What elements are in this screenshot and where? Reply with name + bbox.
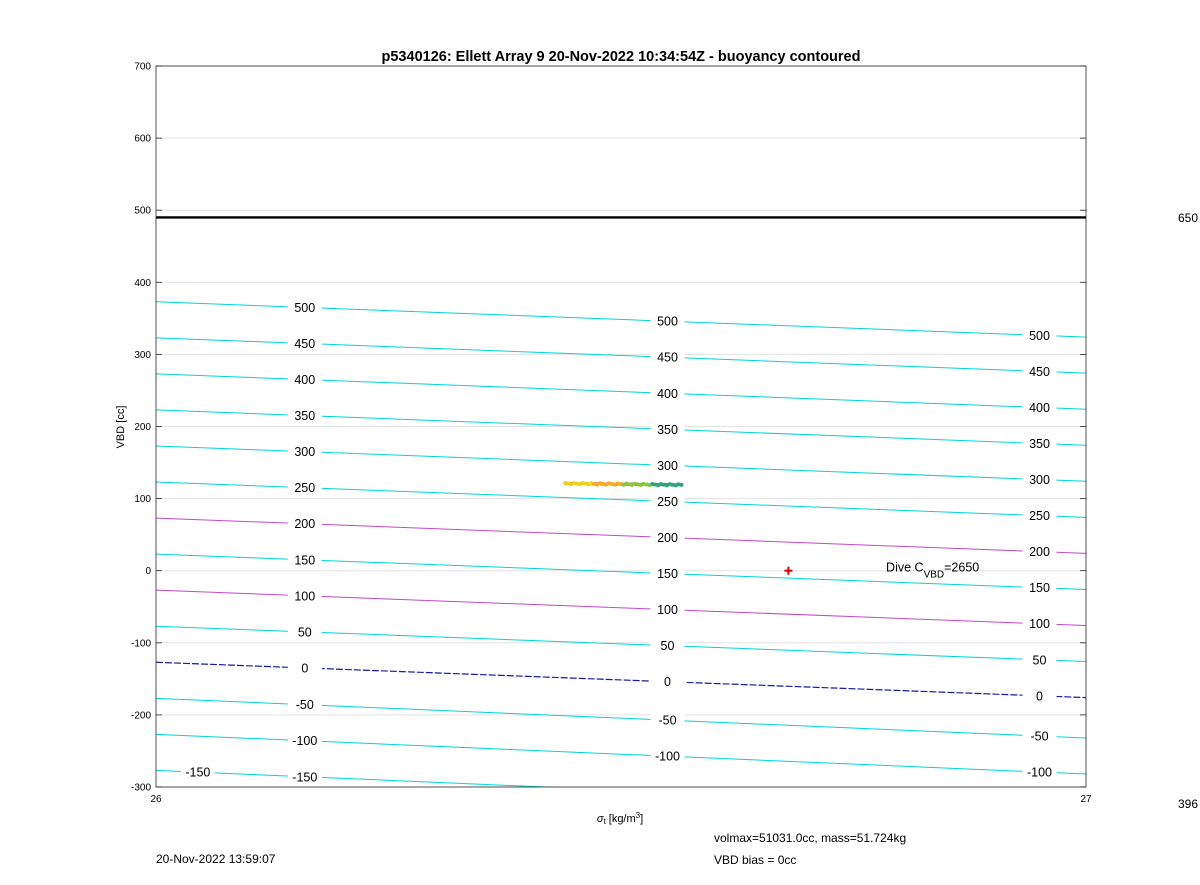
contour-label-400-2: 400 [1029,400,1050,415]
y-tick-label-10: -300 [130,782,151,794]
y-axis-label: VBD [cc] [115,405,127,449]
contour-label-0-2: 0 [1036,689,1043,704]
y-tick-label-1: 600 [134,133,151,145]
contour-label-0-1: 0 [664,675,671,690]
contour-label-200-2: 200 [1029,545,1050,560]
x-axis-label-symbol: σ [596,813,604,825]
contour-label--150-0: -150 [292,770,318,785]
y-tick-label-4: 300 [134,349,151,361]
x-axis-label-unit: [kg/m [605,813,636,825]
contour-label-250-1: 250 [657,494,678,509]
contour-label--50-2: -50 [1030,729,1049,744]
observation-point-40 [679,483,683,487]
contour-label-300-1: 300 [657,458,678,473]
contour-label-50-1: 50 [660,639,675,654]
contour-label-350-2: 350 [1029,436,1050,451]
contour-label-300-0: 300 [294,445,316,460]
contour-label-200-1: 200 [657,530,678,545]
y-tick-label-6: 100 [134,494,151,506]
contour-label-500-1: 500 [657,314,678,329]
contour-label-500-2: 500 [1029,328,1050,343]
dive-annotation-value: =2650 [944,560,980,575]
contour-label-350-1: 350 [657,422,678,437]
contour-label-200-0: 200 [294,517,316,532]
chart-title: p5340126: Ellett Array 9 20-Nov-2022 10:34:54Z - buoyancy contoured [381,49,861,65]
y-tick-label-9: -200 [130,710,151,722]
contour-label-50-2: 50 [1032,653,1047,668]
contour-label-150-0: 150 [294,553,316,568]
contour-label-100-1: 100 [657,603,678,618]
contour-label--50-0: -50 [295,698,314,713]
x-axis-label-unit-close: ] [640,813,644,825]
x-axis-label-unit-exp: 3 [635,810,641,820]
dive-annotation-sub: VBD [923,568,945,580]
contour-label--100-1: -100 [654,749,681,764]
contour-label-100-0: 100 [294,589,316,604]
contour-label--100-0: -100 [292,734,318,749]
contour-label-450-0: 450 [294,336,316,351]
y-tick-label-2: 500 [134,205,151,217]
y-tick-label-8: -100 [130,638,151,650]
x-axis-label [597,811,643,827]
x-axis-label-sub: t [603,817,606,827]
footer-volmax-mass: volmax=51031.0cc, mass=51.724kg [714,831,907,845]
contour-label--150-edge: -150 [185,765,211,780]
x-tick-label-0: 26 [150,794,162,805]
x-tick-label-1: 27 [1080,794,1092,805]
y-tick-label-5: 200 [134,422,151,433]
right-label-top: 650 [1178,211,1199,225]
contour-label--100-2: -100 [1026,765,1053,780]
footer-vbd-bias: VBD bias = 0cc [714,853,797,867]
contour-label--50-1: -50 [658,713,677,728]
dive-annotation-main: Dive C [886,560,924,575]
contour-label-50-0: 50 [297,625,312,640]
contour-label-0-0: 0 [301,661,309,676]
contour-label-450-2: 450 [1029,364,1050,379]
contour-label-450-1: 450 [657,350,678,365]
y-tick-label-3: 400 [134,277,151,289]
y-tick-label-7: 0 [145,566,151,578]
contour-label-500-0: 500 [294,300,316,315]
y-tick-label-0: 700 [134,61,151,73]
contour-label-100-2: 100 [1029,617,1050,632]
contour-label-150-2: 150 [1029,581,1050,596]
contour-label-400-1: 400 [657,386,678,401]
contour-label-350-0: 350 [294,409,316,424]
contour-label-400-0: 400 [294,373,316,388]
contour-label-150-1: 150 [657,567,678,582]
contour-label-250-2: 250 [1029,509,1050,524]
right-label-bottom: 396 [1178,797,1199,811]
contour-label-250-0: 250 [294,481,316,496]
footer-timestamp: 20-Nov-2022 13:59:07 [156,852,276,866]
contour-label-300-2: 300 [1029,473,1050,488]
